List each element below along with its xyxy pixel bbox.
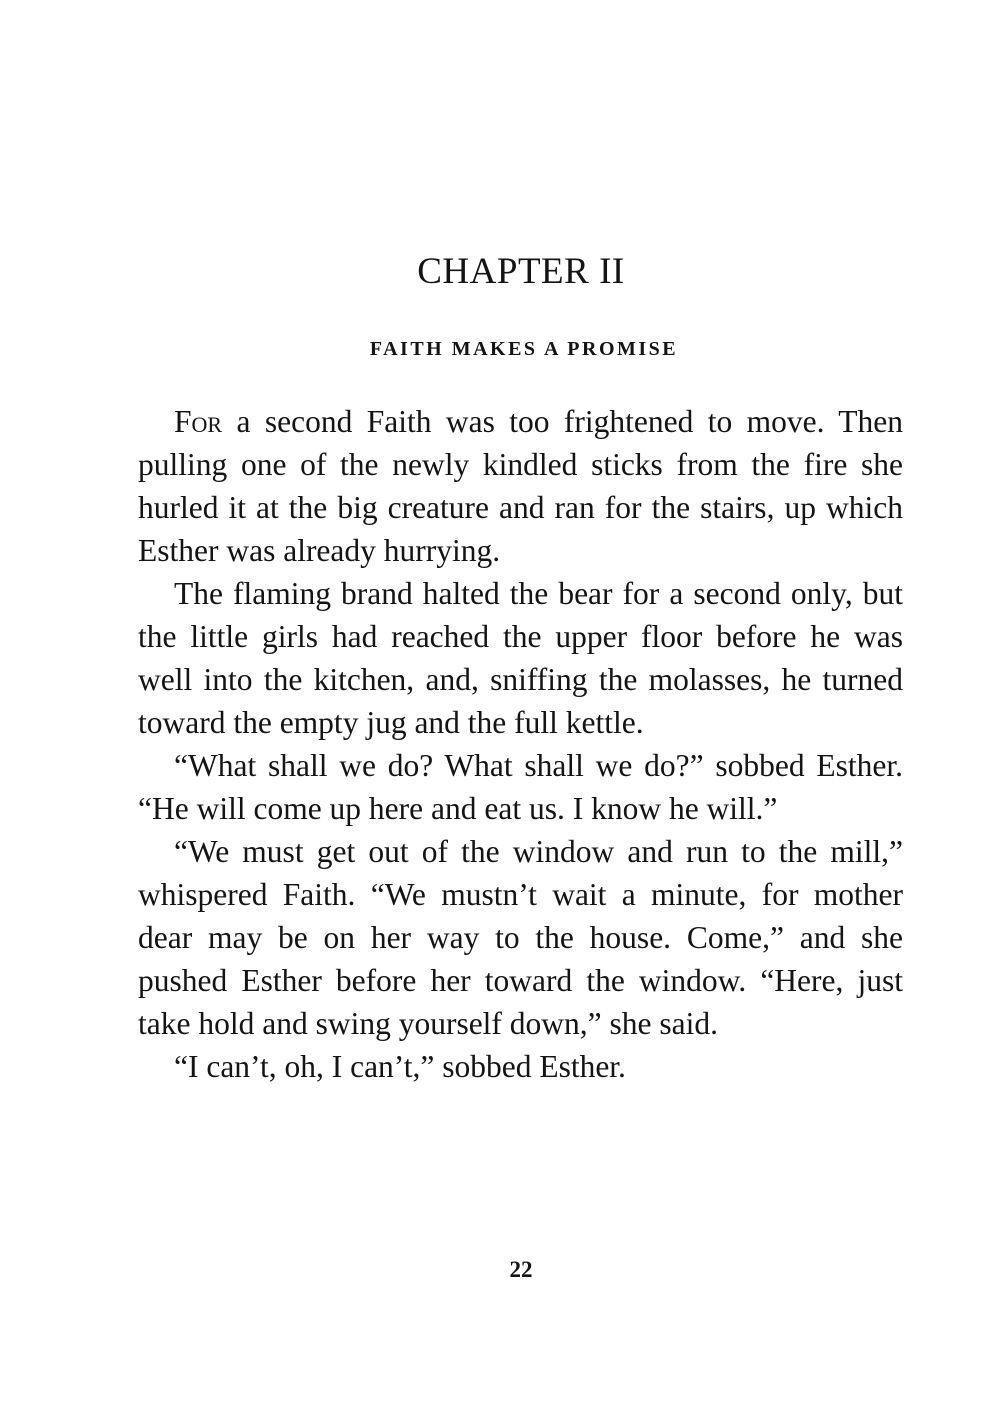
paragraph-3: “What shall we do? What shall we do?” sobbed Esther. “He will come up here and eat us. I know he will.” bbox=[138, 748, 903, 826]
lead-word: For bbox=[174, 404, 223, 439]
page-number: 22 bbox=[509, 1257, 533, 1282]
paragraph-1-text: a second Faith was too frightened to move. Then pulling one of the newly kindled sticks from the fire she hurled it at the big creature and ran for the stairs, up which Esther was already hurrying. bbox=[138, 404, 903, 568]
paragraph-1 bbox=[138, 400, 903, 572]
chapter-subtitle: FAITH MAKES A PROMISE bbox=[369, 338, 679, 360]
paragraph-4: “We must get out of the window and run to the mill,” whispered Faith. “We mustn’t wait a minute, for mother dear may be on her way to the house. Come,” and she pushed Esther before her toward the window. “Here, just take hold and swing yourself down,” she said. bbox=[138, 834, 903, 1041]
chapter-title: CHAPTER II bbox=[417, 251, 625, 292]
paragraph-5: “I can’t, oh, I can’t,” sobbed Esther. bbox=[174, 1049, 626, 1084]
paragraph-2: The flaming brand halted the bear for a second only, but the little girls had reached the upper floor before he was well into the kitchen, and, sniffing the molasses, he turned toward the empty jug and the full kettle. bbox=[138, 576, 903, 740]
chapter-body bbox=[138, 400, 903, 1088]
